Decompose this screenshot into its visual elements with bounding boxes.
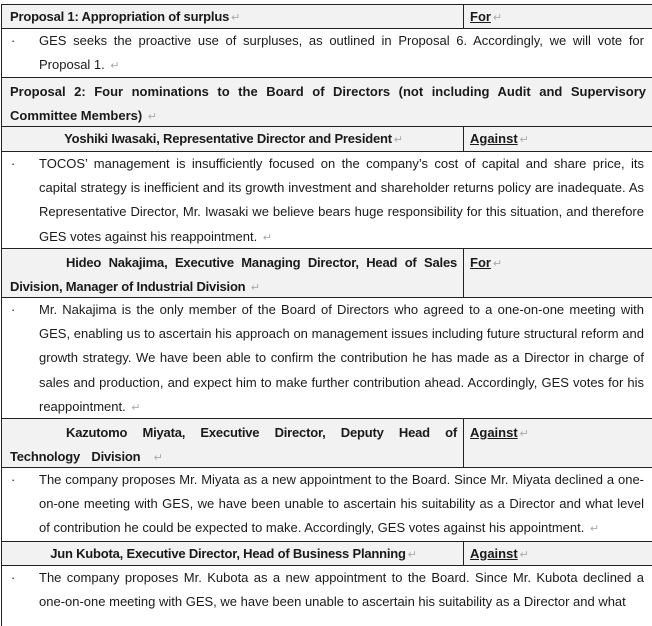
rationale-text: · Mr. Nakajima is the only member of the Board of Directors who agreed to a one-on-one meeting with GES, enabling us to ascertain his approach on management issues including future structural reform and growth strategy. We have been able to confirm the contribution he has made as a Director in charge of sales and production, and expect him to make further contribution ahead. Accordingly, GES votes for his reappointment. ↵	[2, 298, 652, 418]
bullet-icon: ·	[11, 472, 16, 487]
vote-cell: For ↵	[470, 9, 503, 24]
vote-value: Against	[470, 425, 518, 440]
bullet-icon: ·	[11, 156, 16, 171]
nominee-name: Hideo Nakajima, Executive Managing Director, Head of Sales Division, Manager of Industrial Division ↵	[2, 249, 464, 297]
nominee-name: Yoshiki Iwasaki, Representative Director and President ↵	[2, 127, 464, 151]
bullet-icon: ·	[11, 570, 16, 585]
proposal-1-rationale	[2, 29, 652, 78]
nominee-name: Kazutomo Miyata, Executive Director, Deputy Head of Technology Division ↵	[2, 419, 464, 467]
bullet-icon: ·	[11, 302, 16, 317]
vote-table	[1, 4, 652, 626]
vote-value: For	[470, 255, 491, 270]
nominee-rationale	[2, 298, 652, 419]
rationale-text: · TOCOS’ management is insufficiently focused on the company’s cost of capital and share price, its capital strategy is inefficient and its growth investment and shareholder returns policy are inadequate. As Representative Director, Mr. Iwasaki we believe bears huge responsibility for this situation, and therefore GES votes against his reappointment. ↵	[2, 152, 652, 248]
rationale-text: · The company proposes Mr. Kubota as a new appointment to the Board. Since Mr. Kubota declined a one-on-one meeting with GES, we have been unable to ascertain his suitability as a Director and what	[2, 566, 652, 626]
bullet-icon: ·	[11, 33, 16, 48]
nominee-rationale	[2, 468, 652, 542]
proposal-title: Proposal 2: Four nominations to the Board of Directors (not including Audit and Supervisory Committee Members) ↵	[10, 84, 646, 123]
vote-cell: For ↵	[470, 255, 503, 270]
proposal-2-header	[2, 78, 652, 127]
rationale-text: · The company proposes Mr. Miyata as a new appointment to the Board. Since Mr. Miyata declined a one-on-one meeting with GES, we have been unable to ascertain his suitability as a Director and what level of contribution he could be expected to make. Accordingly, GES votes against his appointment. ↵	[2, 468, 652, 541]
proposal-title: Proposal 1: Appropriation of surplus ↵	[2, 5, 464, 28]
nominee-header	[2, 542, 652, 566]
vote-value: Against	[470, 131, 518, 146]
rationale-text: · GES seeks the proactive use of surpluses, as outlined in Proposal 6. Accordingly, we will vote for Proposal 1. ↵	[2, 29, 652, 77]
vote-value: For	[470, 9, 491, 24]
nominee-name: Jun Kubota, Executive Director, Head of Business Planning ↵	[2, 542, 464, 565]
vote-cell: Against ↵	[470, 425, 529, 440]
vote-value: Against	[470, 546, 518, 561]
nominee-rationale	[2, 566, 652, 626]
nominee-header	[2, 127, 652, 152]
vote-cell: Against ↵	[470, 546, 529, 561]
nominee-rationale	[2, 152, 652, 249]
nominee-header	[2, 249, 652, 298]
vote-cell: Against ↵	[470, 131, 529, 146]
nominee-header	[2, 419, 652, 468]
proposal-1-header	[2, 5, 652, 29]
